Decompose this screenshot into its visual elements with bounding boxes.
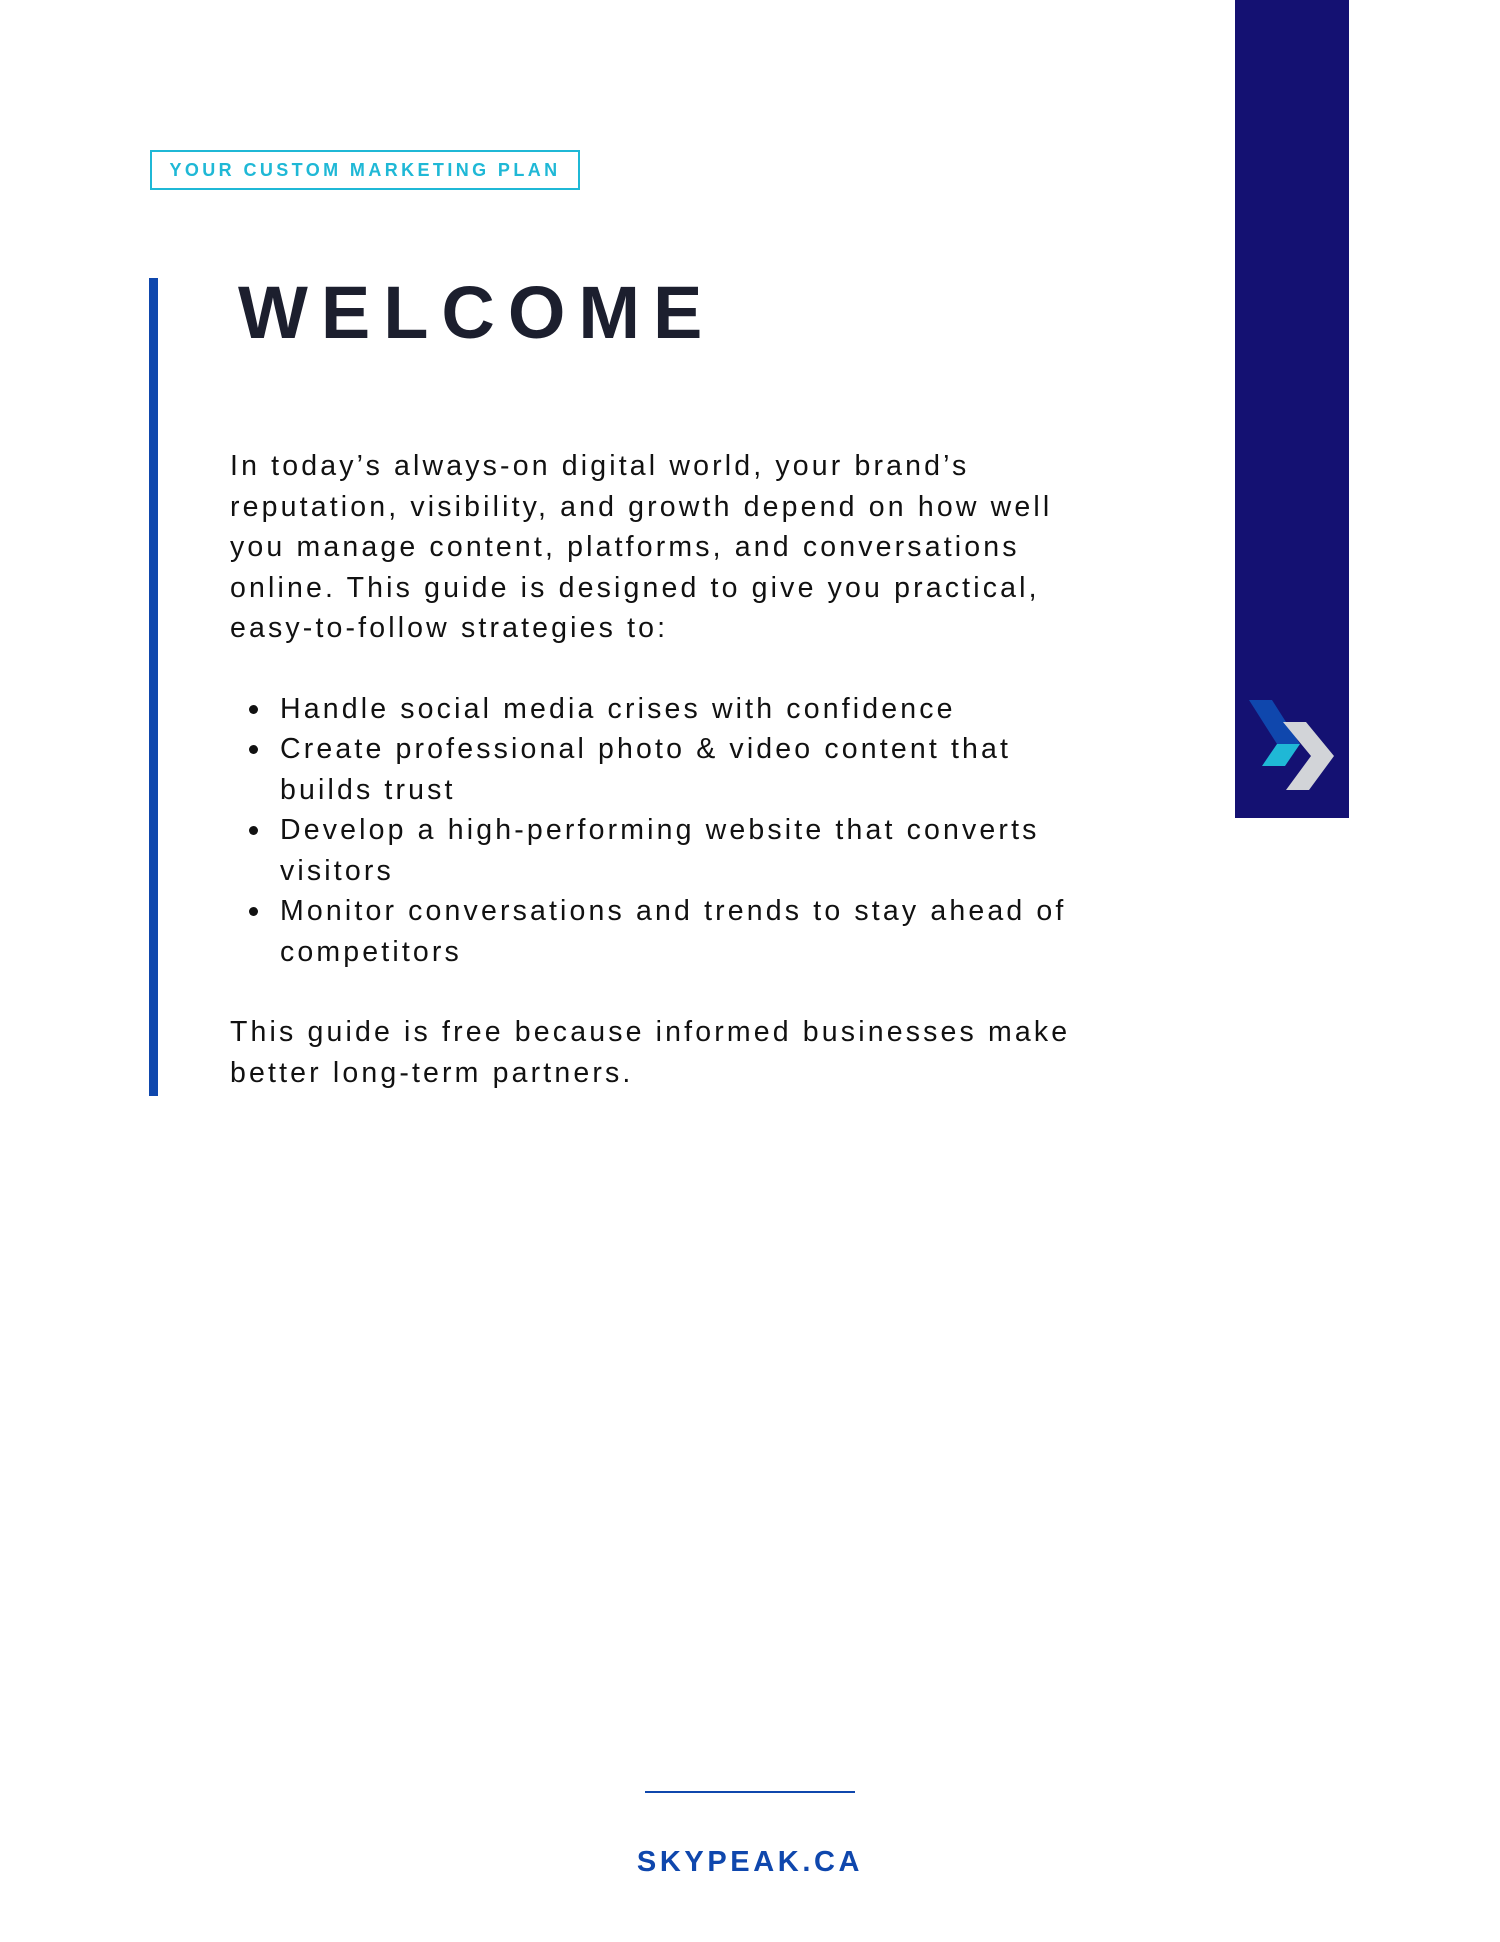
- list-item-text: Develop a high-performing website that converts: [280, 814, 1040, 846]
- strategy-list: [230, 689, 1130, 973]
- intro-line: reputation, visibility, and growth depend on how well: [230, 490, 1053, 523]
- intro-line: you manage content, platforms, and conversations: [230, 531, 1020, 563]
- intro-line: online. This guide is designed to give you practical,: [230, 571, 1040, 604]
- intro-line: In today’s always-on digital world, your brand’s: [230, 450, 970, 482]
- closing-line: better long-term partners.: [230, 1056, 634, 1089]
- list-item-text: competitors: [280, 935, 462, 968]
- closing-paragraph: [230, 1012, 1130, 1093]
- list-item-text: Create professional photo & video content that: [280, 733, 1012, 765]
- closing-line: This guide is free because informed businesses make: [230, 1016, 1071, 1048]
- body-content: [230, 446, 1130, 1093]
- list-item-text: visitors: [280, 854, 394, 887]
- list-item-text: Handle social media crises with confidence: [280, 692, 956, 725]
- plan-tag: YOUR CUSTOM MARKETING PLAN: [150, 150, 580, 190]
- intro-paragraph: [230, 446, 1130, 649]
- page-title: WELCOME: [238, 271, 716, 354]
- side-band: [1235, 0, 1349, 818]
- list-item-text: builds trust: [280, 773, 456, 806]
- list-item: [280, 891, 1130, 972]
- double-chevron-logo-icon: [1249, 700, 1335, 790]
- intro-line: easy-to-follow strategies to:: [230, 612, 669, 644]
- footer-divider: [645, 1791, 855, 1793]
- list-item: [280, 689, 1130, 730]
- accent-bar: [149, 278, 158, 1096]
- list-item: [280, 729, 1130, 810]
- footer-website-link[interactable]: SKYPEAK.CA: [636, 1846, 864, 1878]
- list-item: [280, 810, 1130, 891]
- list-item-text: Monitor conversations and trends to stay ahead of: [280, 895, 1067, 927]
